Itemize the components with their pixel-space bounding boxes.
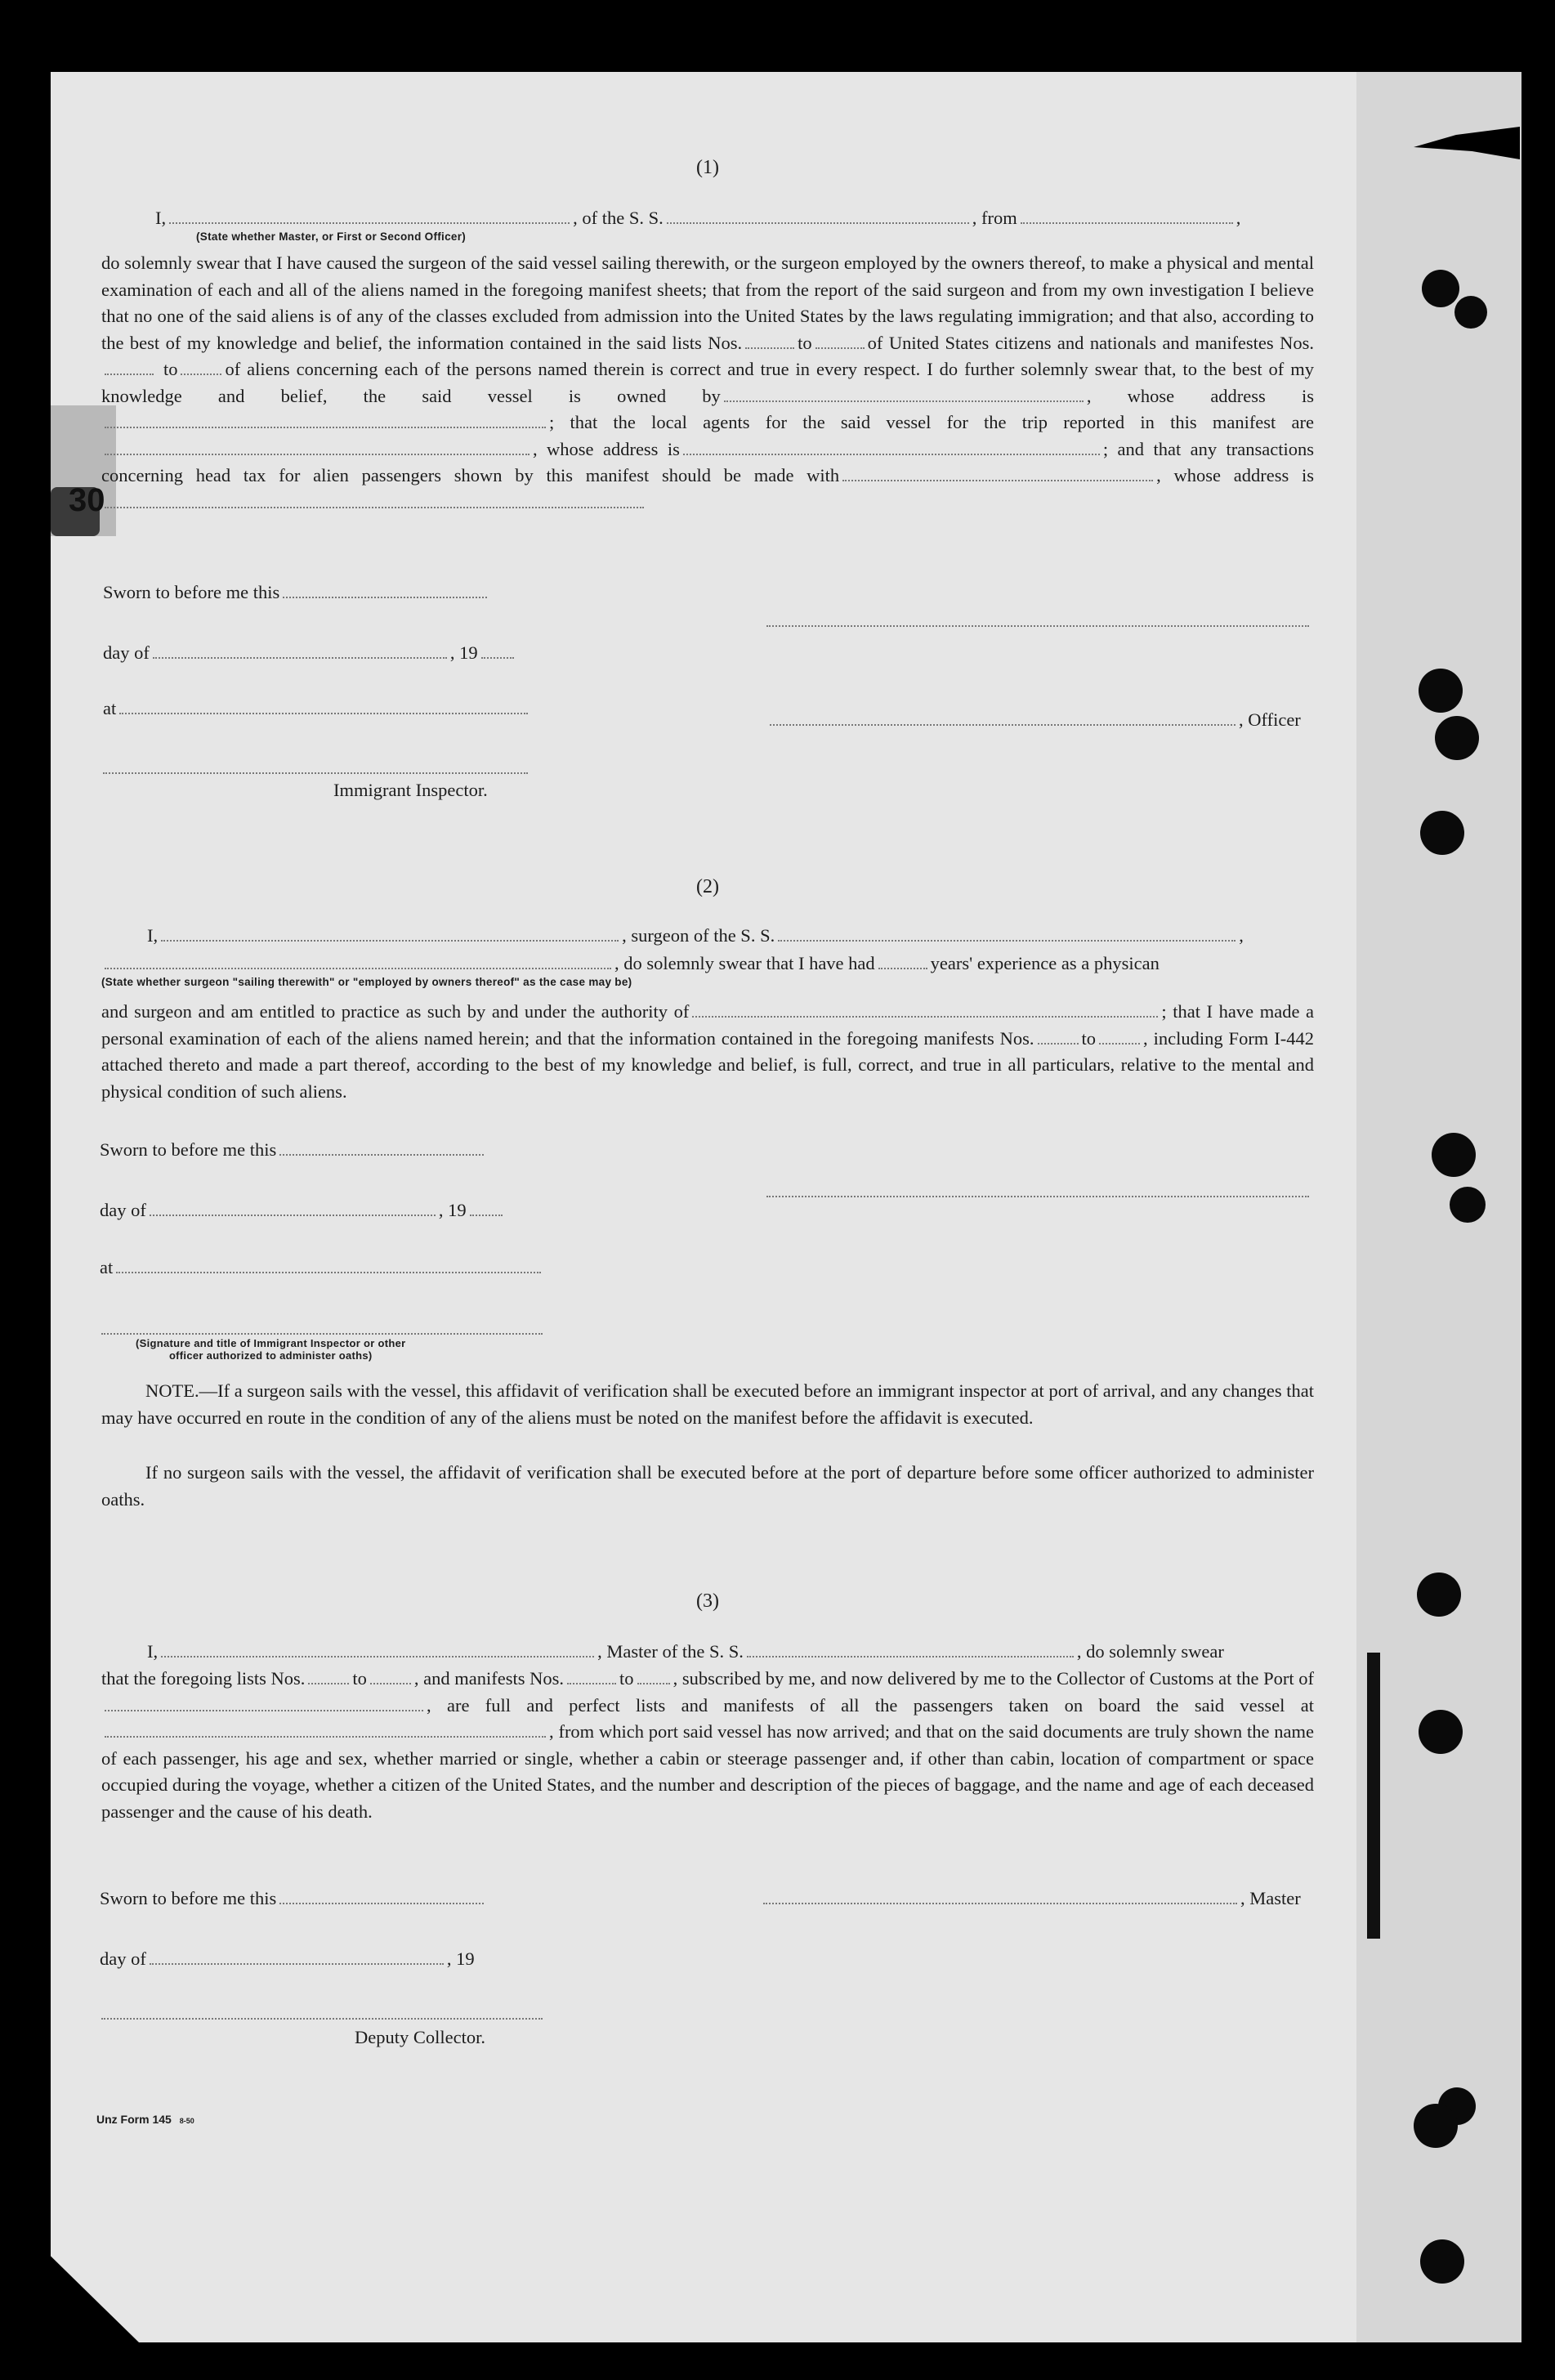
blank-field[interactable] (105, 506, 644, 508)
punch-hole (1432, 1133, 1476, 1177)
blank-field[interactable] (119, 712, 528, 714)
binding-strip (1367, 1653, 1380, 1939)
blank-field[interactable] (878, 967, 927, 969)
blank-field[interactable] (1021, 221, 1233, 224)
punch-hole (1422, 270, 1459, 307)
blank-field[interactable] (181, 373, 221, 375)
blank-field[interactable] (116, 1271, 541, 1273)
blank-field[interactable] (169, 221, 570, 224)
signature-line[interactable] (101, 1332, 543, 1335)
blank-field[interactable] (747, 1655, 1074, 1658)
text: , do solemnly swear (1076, 1641, 1224, 1662)
blank-field[interactable] (724, 400, 1084, 402)
text: , subscribed by me, and now delivered by me to the Collector of Customs at the Port of (672, 1668, 1314, 1689)
sworn-line (100, 1886, 487, 1911)
punch-hole (1419, 1710, 1463, 1754)
caption-line: officer authorized to administer oaths) (168, 1349, 373, 1362)
blank-field[interactable] (370, 1682, 411, 1684)
blank-field[interactable] (1038, 1042, 1079, 1045)
affidavit-paragraph (101, 999, 1314, 1105)
collector-title: Deputy Collector. (355, 2027, 485, 2047)
blank-field[interactable] (667, 221, 969, 224)
text: and surgeon and am entitled to practice as such by and under the authority of (101, 1001, 690, 1022)
text: , including Form I-442 attached thereto and made a part thereof, according to the best of my knowledge and belief, is full, correct, and true in all particulars, relative to the mental and physical condition of such aliens. (101, 1027, 1314, 1102)
blank-field[interactable] (161, 1655, 594, 1658)
text: , do solemnly swear that I have had (614, 953, 875, 973)
sworn-line (103, 580, 490, 605)
punch-hole (1420, 2239, 1464, 2284)
blank-field[interactable] (105, 967, 611, 969)
text: , are full and perfect lists and manifests of all the passengers taken on board the said vessel at (427, 1694, 1314, 1716)
text: , 19 (446, 1948, 475, 1969)
text: to (1081, 1027, 1097, 1049)
text: , from (972, 208, 1017, 228)
signature-line[interactable] (103, 772, 528, 774)
text: day of (103, 642, 150, 663)
blank-field[interactable] (105, 453, 530, 455)
field-caption: (State whether surgeon "sailing therewith" or "employed by owners thereof" as the case may be) (101, 976, 632, 988)
punch-hole (1417, 1572, 1461, 1617)
signature-line[interactable] (101, 2017, 543, 2020)
experience-line (101, 951, 1316, 976)
blank-field[interactable] (692, 1015, 1158, 1018)
text: , whose address is (533, 438, 680, 459)
date-line (100, 1947, 475, 1971)
blank-field[interactable] (105, 1709, 423, 1711)
text: , 19 (449, 642, 478, 663)
text: I, (147, 925, 159, 946)
place-line (103, 696, 531, 721)
inspector-title: Immigrant Inspector. (333, 780, 488, 800)
text: , and manifests Nos. (413, 1668, 565, 1689)
blank-field[interactable] (279, 1902, 484, 1904)
punch-hole (1419, 669, 1463, 713)
text: Sworn to before me this (100, 1888, 277, 1908)
date-line (100, 1198, 506, 1223)
blank-field[interactable] (770, 723, 1236, 726)
binding-margin (1356, 72, 1521, 2342)
signature-line[interactable] (766, 1195, 1309, 1197)
text: ; that the local agents for the said vessel for the trip reported in this manifest are (549, 412, 1314, 432)
blank-field[interactable] (308, 1682, 349, 1684)
text: , Master of the S. S. (597, 1641, 744, 1662)
text: , 19 (438, 1200, 467, 1220)
punch-hole (1454, 296, 1487, 329)
text: , Master (1240, 1888, 1301, 1908)
blank-field[interactable] (815, 347, 865, 349)
blank-field[interactable] (105, 426, 546, 428)
form-number (96, 2113, 194, 2126)
text: years' experience as a physican (930, 953, 1160, 973)
text: , of the S. S. (573, 208, 664, 228)
text: , (1236, 208, 1241, 228)
sworn-line (100, 1138, 487, 1162)
caption-line: (Signature and title of Immigrant Inspector or other (136, 1337, 406, 1349)
text: that the foregoing lists Nos. (101, 1668, 306, 1689)
surgeon-line (147, 924, 1316, 948)
text: of United States citizens and nationals and manifestes Nos. (867, 332, 1315, 353)
blank-field[interactable] (161, 939, 619, 942)
blank-field[interactable] (745, 347, 794, 349)
text: do solemnly swear that I have caused the surgeon of the said vessel sailing therewith, or the surgeon employed by the owners thereof, to make a physical and mental examination of each and all of the aliens named in the foregoing manifest sheets; that from the report of the said surgeon and from my own investigation I believe that no one of the said aliens is of any of the classes excluded from admission into the United States by the laws regulating immigration; and that also, according to the best of my knowledge and belief, the information contained in the said lists Nos. (101, 253, 1314, 353)
section-number: (2) (696, 876, 719, 897)
text: ; and that any transactions concerning head tax for alien passengers shown by this manifest should be made with (101, 438, 1314, 485)
text: , (1156, 465, 1161, 485)
text: Unz Form 145 (96, 2113, 172, 2126)
blank-field[interactable] (481, 656, 514, 659)
text: to (352, 1668, 367, 1689)
text: 8-50 (179, 2117, 194, 2125)
blank-field[interactable] (105, 1735, 546, 1738)
text: I, (155, 208, 167, 228)
text: at (103, 698, 117, 718)
text: to (798, 332, 812, 353)
punch-hole (1420, 811, 1464, 855)
text: that I have made a personal examination of each of the aliens named herein; and that the information contained in the foregoing manifests Nos. (101, 1001, 1315, 1049)
field-caption: (State whether Master, or First or Second Officer) (196, 230, 467, 243)
date-line (103, 641, 517, 665)
text: of aliens concerning each of the persons named therein is correct and true in every respect. I do further solemnly swear that, to the best of my knowledge and belief, the said vessel is owned by (101, 359, 1314, 406)
text: If no surgeon sails with the vessel, the affidavit of verification shall be executed before at the port of departure before some officer authorized to administer oaths. (101, 1462, 1314, 1510)
blank-field[interactable] (637, 1682, 670, 1684)
blank-field[interactable] (470, 1214, 503, 1216)
text: ; (1161, 1001, 1167, 1022)
note-paragraph (101, 1460, 1314, 1513)
text: to (619, 1668, 634, 1689)
text: at (100, 1257, 114, 1277)
text: whose address is (1173, 465, 1315, 485)
blank-field[interactable] (567, 1682, 616, 1684)
text: , from which port said vessel has now arrived; and that on the said documents are truly shown the name of each passenger, his age and sex, whether married or single, whether a cabin or steerage passenger and, if other than cabin, location of compartment or space occupied during the voyage, whether a citizen of the United States, and the number and description of the pieces of baggage, and the name and age of each deceased passenger and the cause of his death. (101, 1721, 1314, 1822)
text: day of (100, 1948, 146, 1969)
declarant-line (155, 206, 1316, 230)
text: , whose address is (1086, 385, 1314, 406)
blank-field[interactable] (763, 1902, 1237, 1904)
text: , (1239, 925, 1244, 946)
blank-field[interactable] (105, 373, 154, 375)
signature-line[interactable] (766, 624, 1309, 627)
master-line (147, 1640, 1316, 1664)
punch-hole (1435, 716, 1479, 760)
blank-field[interactable] (842, 479, 1153, 481)
blank-field[interactable] (683, 453, 1100, 455)
text: day of (100, 1200, 146, 1220)
text: I, (147, 1641, 159, 1662)
blank-field[interactable] (153, 656, 447, 659)
section-number: (3) (696, 1590, 719, 1612)
affidavit-paragraph (101, 1666, 1314, 1825)
punch-hole (1414, 2104, 1458, 2148)
text: to (163, 359, 178, 379)
signature-caption (136, 1337, 406, 1362)
note-paragraph (101, 1378, 1314, 1431)
blank-field[interactable] (150, 1962, 444, 1965)
place-line (100, 1255, 544, 1280)
master-signature-line (760, 1886, 1301, 1911)
blank-field[interactable] (150, 1214, 436, 1216)
blank-field[interactable] (283, 596, 487, 598)
margin-mark: 30 (69, 482, 105, 518)
text: , Officer (1239, 709, 1301, 730)
text: , surgeon of the S. S. (622, 925, 775, 946)
blank-field[interactable] (1099, 1042, 1140, 1045)
affidavit-paragraph (101, 250, 1314, 516)
text: Sworn to before me this (103, 582, 280, 602)
blank-field[interactable] (279, 1153, 484, 1156)
blank-field[interactable] (778, 939, 1236, 942)
officer-line (766, 708, 1301, 732)
punch-hole (1450, 1187, 1486, 1223)
section-number: (1) (696, 157, 719, 178)
text: Sworn to before me this (100, 1139, 277, 1160)
text: NOTE.—If a surgeon sails with the vessel, this affidavit of verification shall be executed before an immigrant inspector at port of arrival, and any changes that may have occurred en route in the condition of any of the aliens must be noted on the manifest before the affidavit is executed. (101, 1380, 1314, 1428)
